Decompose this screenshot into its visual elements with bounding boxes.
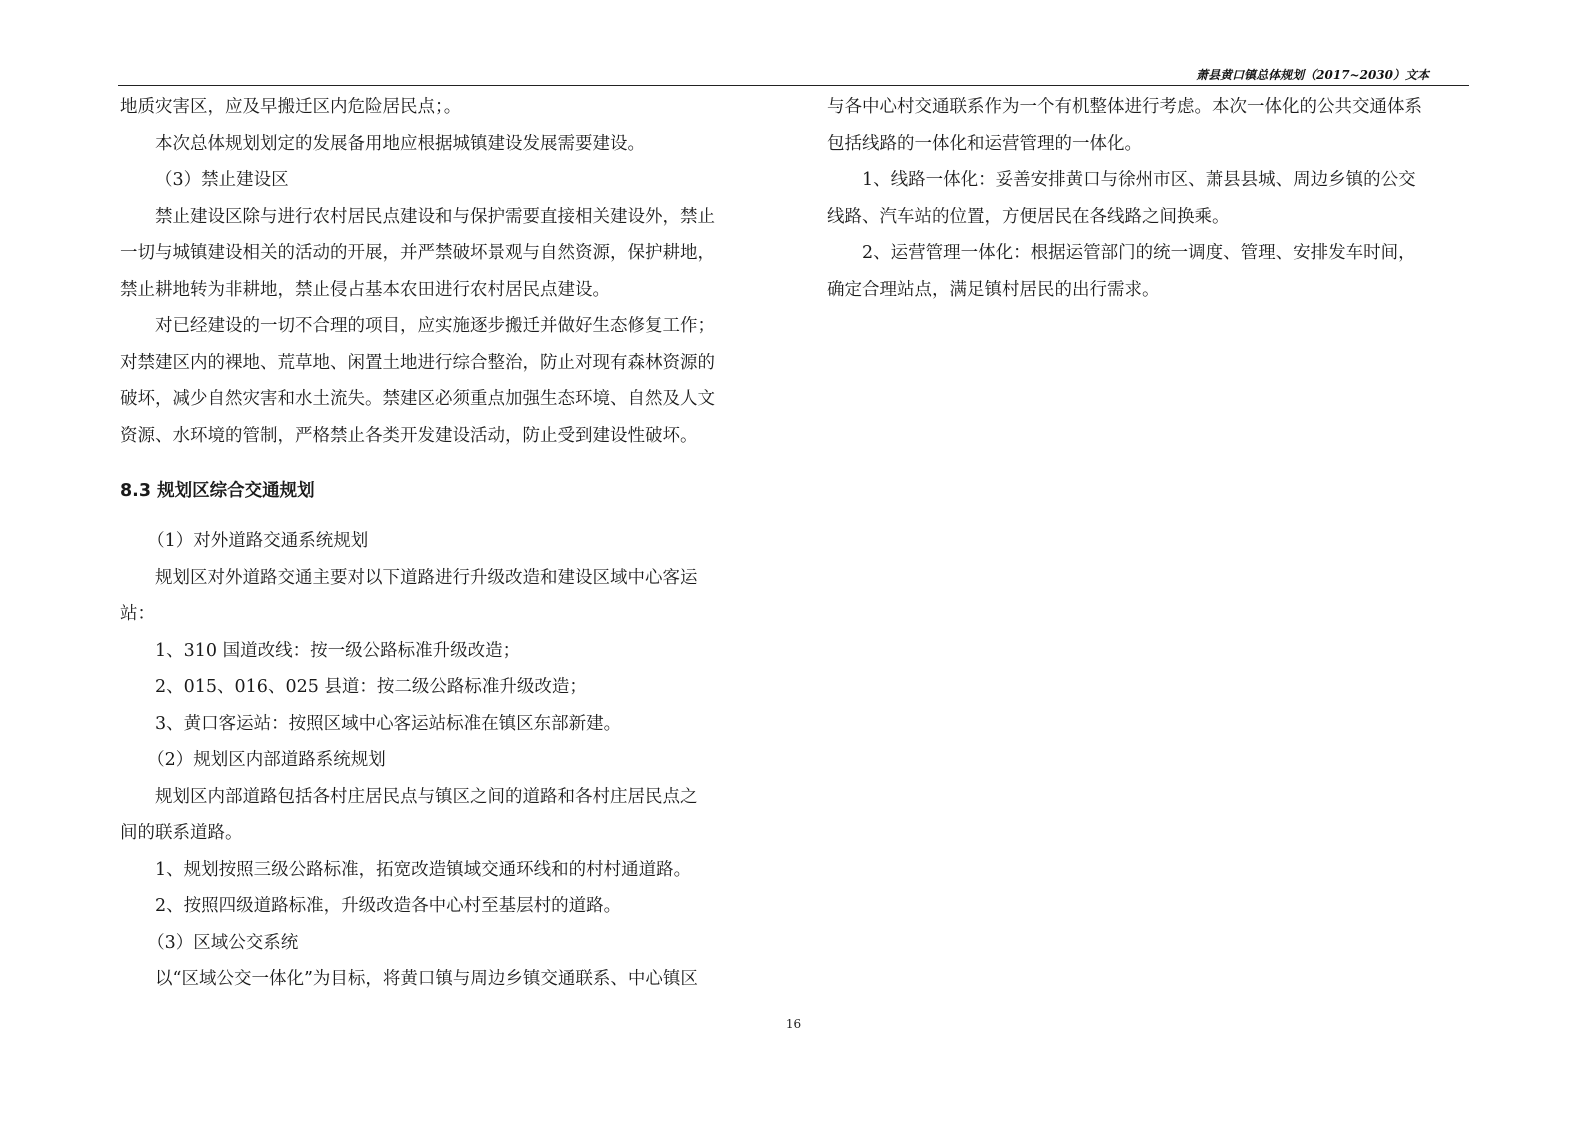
paragraph-line: 包括线路的一体化和运营管理的一体化。 [827,133,1142,154]
paragraph-line: 本次总体规划划定的发展备用地应根据城镇建设发展需要建设。 [155,133,645,154]
paragraph-line: 确定合理站点，满足镇村居民的出行需求。 [827,279,1160,300]
paragraph-line: 间的联系道路。 [120,823,243,843]
list-item: 1、规划按照三级公路标准，拓宽改造镇域交通环线和的村村通道路。 [155,859,692,880]
paragraph-line: 以“区域公交一体化”为目标，将黄口镇与周边乡镇交通联系、中心镇区 [155,969,698,989]
list-item: 2、按照四级道路标准，升级改造各中心村至基层村的道路。 [155,896,622,916]
list-item: 2、015、016、025 县道：按二级公路标准升级改造； [155,677,587,697]
subsection-label: （2）规划区内部道路系统规划 [147,750,386,770]
paragraph-line: 一切与城镇建设相关的活动的开展，并严禁破坏景观与自然资源，保护耕地， [120,243,715,263]
list-item: 1、310 国道改线：按一级公路标准升级改造； [155,640,521,661]
paragraph-line: 与各中心村交通联系作为一个有机整体进行考虑。本次一体化的公共交通体系 [827,97,1422,117]
subsection-label: （1）对外道路交通系统规划 [147,531,369,551]
list-item: 3、黄口客运站：按照区域中心客运站标准在镇区东部新建。 [155,713,622,734]
paragraph-line: 线路、汽车站的位置，方便居民在各线路之间换乘。 [827,206,1230,227]
header-rule [118,85,1469,86]
list-item: 2、运营管理一体化：根据运管部门的统一调度、管理、安排发车时间， [862,243,1416,263]
page-number: 16 [785,1017,802,1031]
paragraph-line: 禁止耕地转为非耕地，禁止侵占基本农田进行农村居民点建设。 [120,279,610,300]
paragraph-line: 规划区对外道路交通主要对以下道路进行升级改造和建设区域中心客运 [155,567,698,588]
paragraph-line: 规划区内部道路包括各村庄居民点与镇区之间的道路和各村庄居民点之 [155,786,698,807]
section-heading: 8.3 规划区综合交通规划 [120,481,315,501]
right-column [827,89,1459,308]
subsection-label: （3）区域公交系统 [147,932,299,953]
paragraph-line: 破坏，减少自然灾害和水土流失。禁建区必须重点加强生态环境、自然及人文 [120,389,715,409]
list-item: 1、线路一体化：妥善安排黄口与徐州市区、萧县县城、周边乡镇的公交 [862,170,1416,190]
subsection-label: （3）禁止建设区 [155,170,289,190]
paragraph-line: 站： [120,604,155,624]
paragraph-line: 对已经建设的一切不合理的项目，应实施逐步搬迁并做好生态修复工作； [155,316,715,336]
page-header-title: 萧县黄口镇总体规划（2017~2030）文本 [1196,68,1429,82]
paragraph-line: 禁止建设区除与进行农村居民点建设和与保护需要直接相关建设外，禁止 [155,206,715,227]
paragraph-line: 资源、水环境的管制，严格禁止各类开发建设活动，防止受到建设性破坏。 [120,425,698,446]
paragraph-line: 对禁建区内的裸地、荒草地、闲置土地进行综合整治，防止对现有森林资源的 [120,352,715,373]
paragraph-line: 地质灾害区，应及早搬迁区内危险居民点；。 [120,97,462,117]
left-column [120,89,752,998]
